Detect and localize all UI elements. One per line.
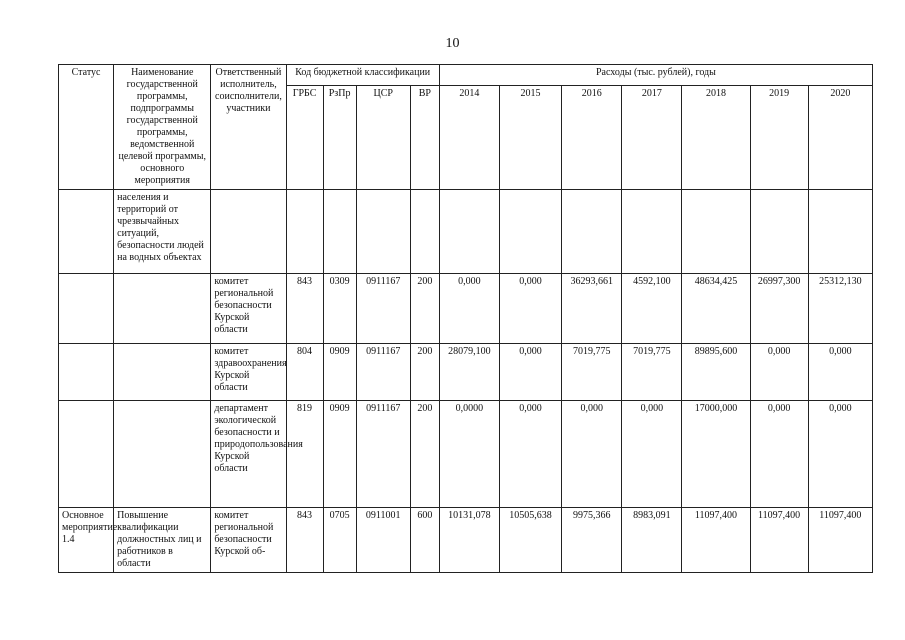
value-cell: 26997,300 [750,274,808,344]
grbs-cell: 804 [286,344,323,401]
header-status: Статус [59,65,114,190]
vr-cell: 600 [410,508,439,573]
name-cell: населения и территорий от чрезвычайных ситуаций, безопасности людей на водных объектах [114,190,211,274]
name-cell: Повышение квалификации должностных лиц и работников в области [114,508,211,573]
value-cell: 36293,661 [562,274,622,344]
status-cell [59,274,114,344]
vr-cell: 200 [410,274,439,344]
grbs-cell: 843 [286,274,323,344]
csr-cell [356,190,410,274]
header-csr: ЦСР [356,86,410,190]
vr-cell: 200 [410,344,439,401]
table-row [59,401,873,508]
header-year: 2018 [682,86,750,190]
csr-cell: 0911167 [356,344,410,401]
status-cell [59,344,114,401]
header-budget-code: Код бюджетной классификации [286,65,439,86]
rzpr-cell: 0909 [323,401,356,508]
value-cell [562,190,622,274]
page-number: 10 [445,36,460,51]
value-cell: 0,000 [750,401,808,508]
value-cell [682,190,750,274]
table-row [59,274,873,344]
name-cell [114,401,211,508]
table-row [59,190,873,274]
responsible-cell [211,190,286,274]
value-cell: 4592,100 [622,274,682,344]
value-cell: 11097,400 [808,508,872,573]
header-name: Наименование государственной программы, подпрограммы государственной программы, ведомственной целевой программы, основного мероприятия [114,65,211,190]
value-cell: 10505,638 [499,508,561,573]
grbs-cell: 819 [286,401,323,508]
rzpr-cell: 0705 [323,508,356,573]
value-cell [622,190,682,274]
header-grbs: ГРБС [286,86,323,190]
value-cell: 89895,600 [682,344,750,401]
csr-cell: 0911167 [356,274,410,344]
value-cell: 0,000 [808,344,872,401]
value-cell: 7019,775 [622,344,682,401]
value-cell: 0,000 [499,401,561,508]
header-expenses: Расходы (тыс. рублей), годы [439,65,872,86]
table-row [59,344,873,401]
value-cell: 11097,400 [682,508,750,573]
value-cell: 0,000 [499,344,561,401]
value-cell: 10131,078 [439,508,499,573]
grbs-cell: 843 [286,508,323,573]
value-cell: 48634,425 [682,274,750,344]
value-cell: 0,0000 [439,401,499,508]
header-year: 2020 [808,86,872,190]
value-cell [750,190,808,274]
responsible-cell: комитет региональной безопасности Курской об- [211,508,286,573]
value-cell: 28079,100 [439,344,499,401]
status-cell [59,401,114,508]
value-cell: 0,000 [562,401,622,508]
vr-cell [410,190,439,274]
header-vr: ВР [410,86,439,190]
grbs-cell [286,190,323,274]
value-cell: 0,000 [750,344,808,401]
value-cell: 0,000 [622,401,682,508]
rzpr-cell: 0909 [323,344,356,401]
header-year: 2017 [622,86,682,190]
header-year: 2014 [439,86,499,190]
name-cell [114,344,211,401]
rzpr-cell [323,190,356,274]
value-cell: 11097,400 [750,508,808,573]
name-cell [114,274,211,344]
value-cell: 25312,130 [808,274,872,344]
value-cell: 8983,091 [622,508,682,573]
header-rzpr: РзПр [323,86,356,190]
header-responsible: Ответственный исполнитель, соисполнители, участники [211,65,286,190]
table-row [59,508,873,573]
value-cell: 7019,775 [562,344,622,401]
value-cell: 17000,000 [682,401,750,508]
vr-cell: 200 [410,401,439,508]
status-cell [59,190,114,274]
header-year: 2015 [499,86,561,190]
responsible-cell: департамент экологической безопасности и природопользования Курской области [211,401,286,508]
csr-cell: 0911167 [356,401,410,508]
responsible-cell: комитет здравоохранения Курской области [211,344,286,401]
csr-cell: 0911001 [356,508,410,573]
rzpr-cell: 0309 [323,274,356,344]
value-cell: 0,000 [499,274,561,344]
status-cell: Основное мероприятие 1.4 [59,508,114,573]
header-year: 2019 [750,86,808,190]
responsible-cell: комитет региональной безопасности Курской области [211,274,286,344]
header-year: 2016 [562,86,622,190]
value-cell [499,190,561,274]
value-cell: 0,000 [808,401,872,508]
value-cell [439,190,499,274]
value-cell: 9975,366 [562,508,622,573]
value-cell [808,190,872,274]
budget-table [58,64,873,573]
value-cell: 0,000 [439,274,499,344]
